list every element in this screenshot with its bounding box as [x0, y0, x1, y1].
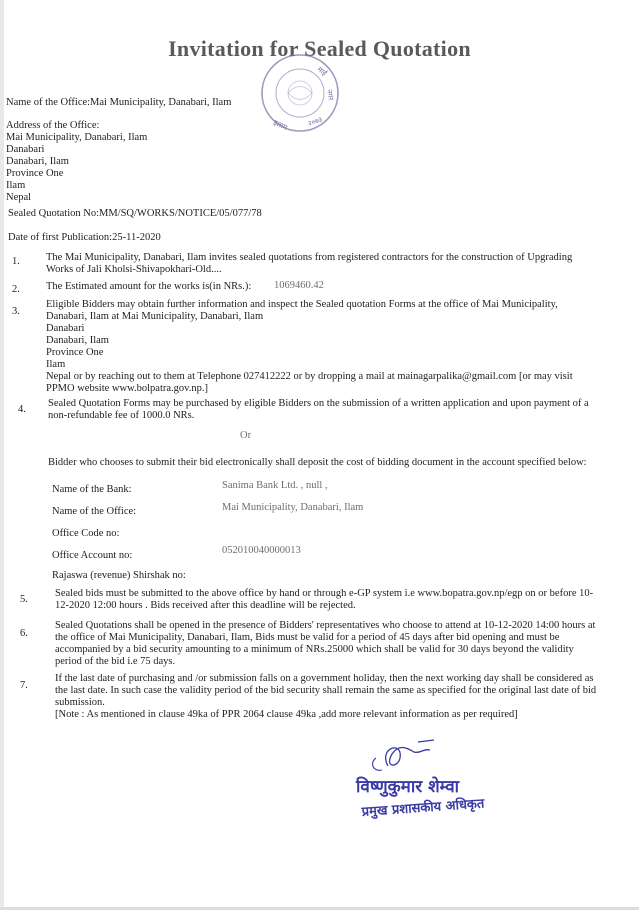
item-number: 7.: [20, 680, 28, 691]
office-value: Mai Municipality, Danabari, Ilam: [222, 502, 364, 513]
item-2-label: The Estimated amount for the works is(in NRs.):: [46, 281, 252, 292]
item-4-text: non-refundable fee of 1000.0 NRs.: [48, 410, 195, 421]
item-number: 6.: [20, 628, 28, 639]
item-number: 4.: [18, 404, 26, 415]
item-4-text: Sealed Quotation Forms may be purchased by eligible Bidders on the submission of a written application and upon payment of a: [48, 398, 589, 409]
svg-text:माई: माई: [315, 65, 329, 78]
item-6-text: Sealed Quotations shall be opened in the presence of Bidders' representatives who choose to attend at 10-12-2020 14:00 hours at: [55, 620, 596, 631]
item-3-text: Ilam: [46, 359, 66, 370]
office-name: Name of the Office:Mai Municipality, Danabari, Ilam: [6, 97, 232, 108]
address-line: Nepal: [6, 192, 32, 203]
scan-edge: [0, 0, 4, 910]
item-1-text: The Mai Municipality, Danabari, Ilam invites sealed quotations from registered contractors for the construction of Upgrading: [46, 252, 573, 263]
item-3-text: Province One: [46, 347, 104, 358]
municipality-seal-icon: [257, 50, 343, 136]
item-number: 1.: [12, 256, 20, 267]
address-line: Danabari: [6, 144, 45, 155]
rajaswa-label: Rajaswa (revenue) Shirshak no:: [52, 570, 186, 581]
signatory-name: विष्णुकुमार शेम्वा: [356, 777, 460, 797]
item-7-text: submission.: [55, 697, 105, 708]
item-number: 5.: [20, 594, 28, 605]
item-7-text: If the last date of purchasing and /or submission falls on a government holiday, then the next working day shall be considered as: [55, 673, 594, 684]
item-6-text: period of the bid i.e 75 days.: [55, 656, 176, 667]
address-line: Province One: [6, 168, 64, 179]
office-account-label: Office Account no:: [52, 550, 133, 561]
item-3-text: Danabari, Ilam: [46, 335, 109, 346]
item-3-text: Danabari, Ilam at Mai Municipality, Danabari, Ilam: [46, 311, 264, 322]
item-5-text: 12-2020 12:00 hours . Bids received after this deadline will be rejected.: [55, 600, 356, 611]
address-line: Mai Municipality, Danabari, Ilam: [6, 132, 148, 143]
publication-date: Date of first Publication:25-11-2020: [8, 232, 161, 243]
item-6-text: the office of Mai Municipality, Danabari, Ilam, Bids must be valid for a period of 45 days after bid opening and must be: [55, 632, 560, 643]
item-1-text: Works of Jali Kholsi-Shivapokhari-Old....: [46, 264, 222, 275]
item-3-text: Danabari: [46, 323, 85, 334]
bank-value: Sanima Bank Ltd. , null ,: [222, 480, 328, 491]
address-line: Danabari, Ilam: [6, 156, 69, 167]
document-title: Invitation for Sealed Quotation: [168, 36, 471, 61]
svg-text:नगर: नगर: [325, 88, 335, 101]
item-number: 2.: [12, 284, 20, 295]
or-separator: Or: [240, 430, 252, 441]
item-number: 3.: [12, 306, 20, 317]
item-3-text: Eligible Bidders may obtain further information and inspect the Sealed quotation Forms at the office of Mai Municipality,: [46, 299, 558, 310]
item-3-text: PPMO website www.bolpatra.gov.np.]: [46, 383, 208, 394]
item-5-text: Sealed bids must be submitted to the above office by hand or through e-GP system i.e www.bopatra.gov.np/egp on or before 10-: [55, 588, 594, 599]
office-label: Name of the Office:: [52, 506, 137, 517]
office-code-label: Office Code no:: [52, 528, 120, 539]
quotation-number: Sealed Quotation No:MM/SQ/WORKS/NOTICE/05/077/78: [8, 208, 262, 219]
signature-icon: [348, 728, 528, 824]
item-7-text: the last date. In such case the validity period of the bid security shall remain the same as specified for the original last date of bid: [55, 685, 597, 696]
item-3-text: Nepal or by reaching out to them at Telephone 027412222 or by dropping a mail at mainagarpalika@gmail.com [or may visit: [46, 371, 573, 382]
bank-label: Name of the Bank:: [52, 484, 132, 495]
address-line: Ilam: [6, 180, 26, 191]
item-6-text: accompanied by a bid security amounting to a minimum of NRs.25000 which shall be valid for 30 days beyond the validity: [55, 644, 574, 655]
svg-text:२०७३: २०७३: [306, 115, 324, 128]
office-account-value: 052010040000013: [222, 545, 301, 556]
svg-text:इलाम: इलाम: [272, 118, 289, 132]
deposit-note: Bidder who chooses to submit their bid electronically shall deposit the cost of bidding document in the account specified below:: [48, 457, 587, 468]
signatory-designation: प्रमुख प्रशासकीय अधिकृत: [361, 796, 485, 820]
note: [Note : As mentioned in clause 49ka of PPR 2064 clause 49ka ,add more relevant information as per required]: [55, 709, 518, 720]
address-heading: Address of the Office:: [6, 120, 100, 131]
estimated-amount: 1069460.42: [274, 280, 324, 291]
